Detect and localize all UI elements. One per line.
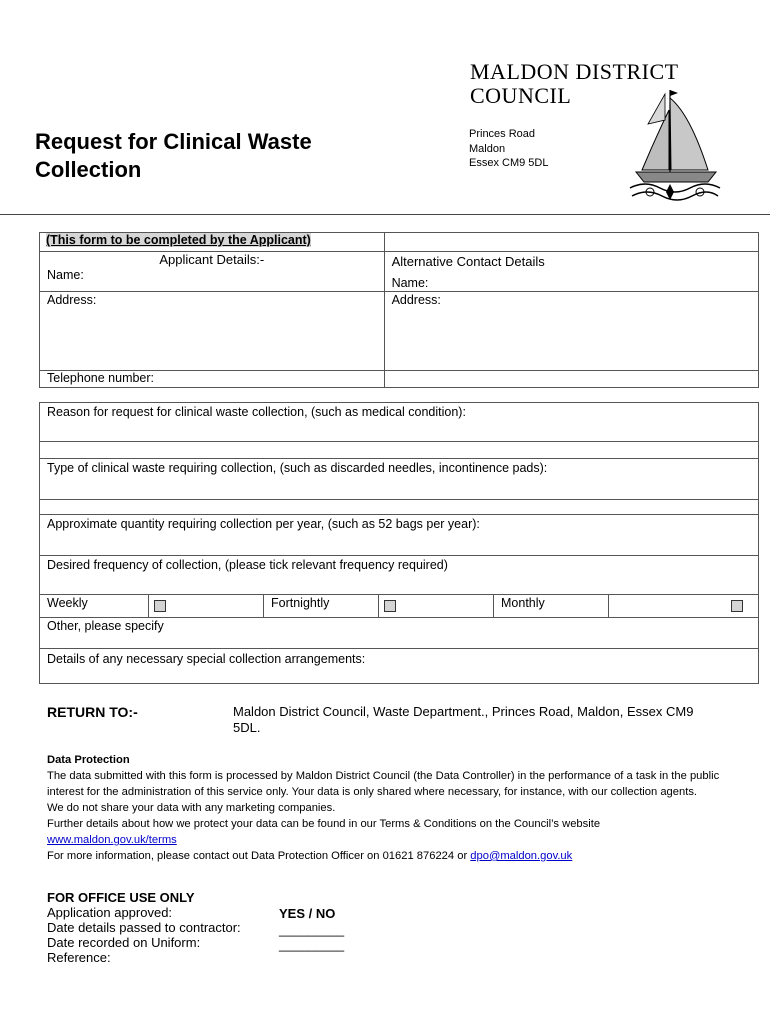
terms-link[interactable]: www.maldon.gov.uk/terms (47, 834, 177, 846)
monthly-checkbox[interactable] (731, 600, 743, 612)
alt-contact-heading: Alternative Contact Details (391, 254, 545, 269)
fortnightly-label: Fortnightly (271, 596, 330, 610)
fortnightly-checkbox[interactable] (384, 600, 396, 612)
reason-label: Reason for request for clinical waste collection, (such as medical condition): (47, 405, 466, 419)
reason-cell[interactable] (40, 403, 759, 442)
fortnightly-cell (264, 595, 379, 618)
other-cell[interactable] (40, 618, 759, 649)
weekly-label: Weekly (47, 596, 88, 610)
title-line-2: Collection (35, 157, 142, 182)
instruction-cell (40, 233, 385, 252)
other-label: Other, please specify (47, 619, 164, 633)
date-passed-blank[interactable]: _________ (279, 922, 345, 937)
alt-contact-name-cell[interactable] (384, 252, 758, 292)
council-logo (620, 84, 730, 208)
office-use-heading: FOR OFFICE USE ONLY (47, 890, 195, 905)
alt-contact-telephone-cell[interactable] (384, 371, 758, 388)
data-protection-para-1: The data submitted with this form is processed by Maldon District Council (the Data Controller) in the performance of a task in the public interest for the administration of this service only. Your data is only shared where necessary, for instance, with our collection agents. (47, 770, 720, 798)
quantity-cell[interactable] (40, 515, 759, 556)
applicant-heading: Applicant Details:- (159, 252, 265, 267)
council-address (469, 127, 548, 171)
data-protection-para-4: For more information, please contact out Data Protection Officer on 01621 876224 or (47, 850, 468, 862)
page-title (35, 128, 395, 184)
return-to-address: Maldon District Council, Waste Department., Princes Road, Maldon, Essex CM9 5DL. (233, 704, 694, 735)
details-cell[interactable] (40, 649, 759, 684)
address-line-3: Essex CM9 5DL (469, 157, 549, 169)
applicant-telephone-label: Telephone number: (47, 371, 155, 385)
monthly-label: Monthly (501, 596, 545, 610)
monthly-checkbox-cell (609, 595, 759, 618)
applicant-instruction: (This form to be completed by the Applicant) (46, 233, 311, 247)
weekly-checkbox[interactable] (154, 600, 166, 612)
data-protection-para-3: Further details about how we protect your data can be found in our Terms & Conditions on the Council’s website (47, 818, 601, 830)
return-to-label: RETURN TO:- (47, 704, 138, 720)
details-label: Details of any necessary special collection arrangements: (47, 652, 366, 666)
data-protection-heading: Data Protection (47, 754, 130, 766)
monthly-cell (494, 595, 609, 618)
date-passed-label: Date details passed to contractor: (47, 920, 241, 935)
applicant-address-label: Address: (47, 293, 97, 307)
address-line-1: Princes Road (469, 128, 536, 140)
applicant-name-cell[interactable] (40, 252, 385, 292)
weekly-cell (40, 595, 149, 618)
alt-contact-name-label: Name: (391, 276, 429, 290)
type-label: Type of clinical waste requiring collection, (such as discarded needles, incontinence pads): (47, 461, 548, 475)
address-line-2: Maldon (469, 142, 506, 155)
council-name-line-1: MALDON DISTRICT (470, 59, 679, 84)
application-approved-label: Application approved: (47, 905, 173, 920)
alt-contact-address-label: Address: (391, 293, 441, 307)
type-answer-cell[interactable] (40, 500, 759, 515)
yes-no-option[interactable]: YES / NO (279, 906, 336, 921)
frequency-label: Desired frequency of collection, (please tick relevant frequency required) (47, 558, 448, 572)
header-divider (0, 214, 770, 215)
applicant-name-label: Name: (47, 268, 84, 282)
reason-answer-cell[interactable] (40, 442, 759, 459)
quantity-label: Approximate quantity requiring collection per year, (such as 52 bags per year): (47, 517, 480, 531)
title-line-1: Request for Clinical Waste (35, 129, 312, 154)
date-recorded-blank[interactable]: _________ (279, 937, 345, 952)
frequency-cell (40, 556, 759, 595)
dpo-email-link[interactable]: dpo@maldon.gov.uk (470, 850, 573, 862)
fortnightly-checkbox-cell (379, 595, 494, 618)
date-recorded-label: Date recorded on Uniform: (47, 935, 201, 950)
applicant-details-table (39, 232, 759, 388)
applicant-address-cell[interactable] (40, 292, 385, 371)
applicant-telephone-cell[interactable] (40, 371, 385, 388)
type-cell[interactable] (40, 459, 759, 500)
request-details-table (39, 402, 759, 684)
reference-label: Reference: (47, 950, 111, 965)
alt-contact-address-cell[interactable] (384, 292, 758, 371)
data-protection-para-2: We do not share your data with any marketing companies. (47, 802, 336, 814)
office-use-section (47, 890, 241, 965)
instruction-right-cell (384, 233, 758, 252)
weekly-checkbox-cell (149, 595, 264, 618)
data-protection-section (47, 752, 727, 864)
council-name-line-2: COUNCIL (470, 83, 572, 108)
